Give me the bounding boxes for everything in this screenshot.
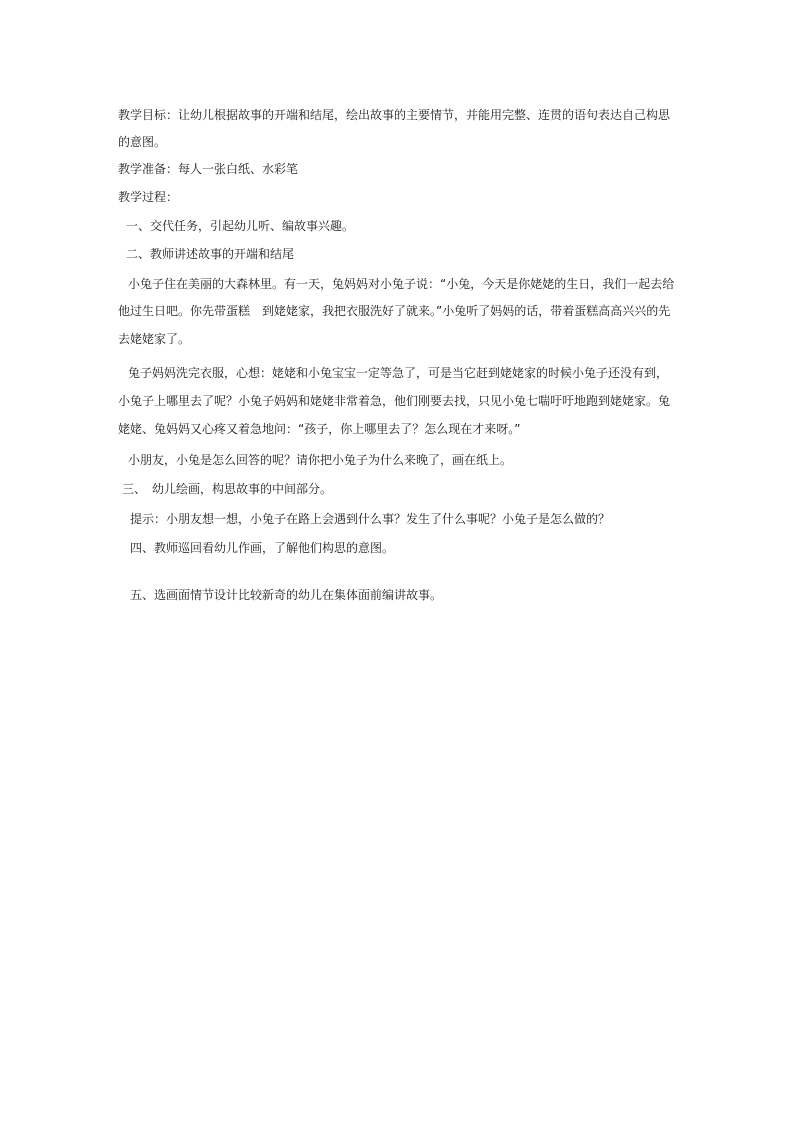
step-5: 五、选画面情节设计比较新奇的幼儿在集体面前编讲故事。: [130, 588, 443, 602]
story-para2-line1: 兔子妈妈洗完衣服，心想：姥姥和小兔宝宝一定等急了，可是当它赶到姥姥家的时候小兔子还没有到，: [128, 366, 669, 380]
story-question: 小朋友，小兔是怎么回答的呢？请你把小兔子为什么来晚了，画在纸上。: [128, 453, 513, 467]
teaching-goal-line-1: 教学目标：让幼儿根据故事的开端和结尾，绘出故事的主要情节，并能用完整、连贯的语句表达自己构思: [118, 108, 671, 122]
story-para1-line1: 小兔子住在美丽的大森林里。有一天，兔妈妈对小兔子说：“小兔，今天是你姥姥的生日，我们一起去给: [128, 277, 675, 291]
story-para1-line2: 他过生日吧。你先带蛋糕 到姥姥家，我把衣服洗好了就来。”小兔听了妈妈的话，带着蛋糕高高兴兴的先: [118, 304, 671, 318]
story-para1-line3: 去姥姥家了。: [118, 332, 191, 346]
step-4: 四、教师巡回看幼儿作画，了解他们构思的意图。: [130, 541, 395, 555]
teaching-preparation: 教学准备：每人一张白纸、水彩笔: [118, 162, 299, 176]
step-3: 三、 幼儿绘画，构思故事的中间部分。: [122, 482, 333, 496]
story-para2-line2: 小兔子上哪里去了呢？小兔子妈妈和姥姥非常着急，他们刚要去找，只见小兔七喘吁吁地跑到姥姥家。兔: [118, 394, 671, 408]
teaching-goal-line-2: 的意图。: [118, 135, 167, 149]
story-para2-line3: 姥姥、兔妈妈又心疼又着急地问：“孩子，你上哪里去了？怎么现在才来呀。”: [118, 422, 521, 436]
step-2: 二、教师讲述故事的开端和结尾: [126, 247, 295, 261]
teaching-process-title: 教学过程：: [118, 190, 179, 204]
step-1: 一、交代任务，引起幼儿听、编故事兴趣。: [126, 219, 355, 233]
hint-text: 提示：小朋友想一想，小兔子在路上会遇到什么事？发生了什么事呢？小兔子是怎么做的？: [130, 512, 611, 526]
